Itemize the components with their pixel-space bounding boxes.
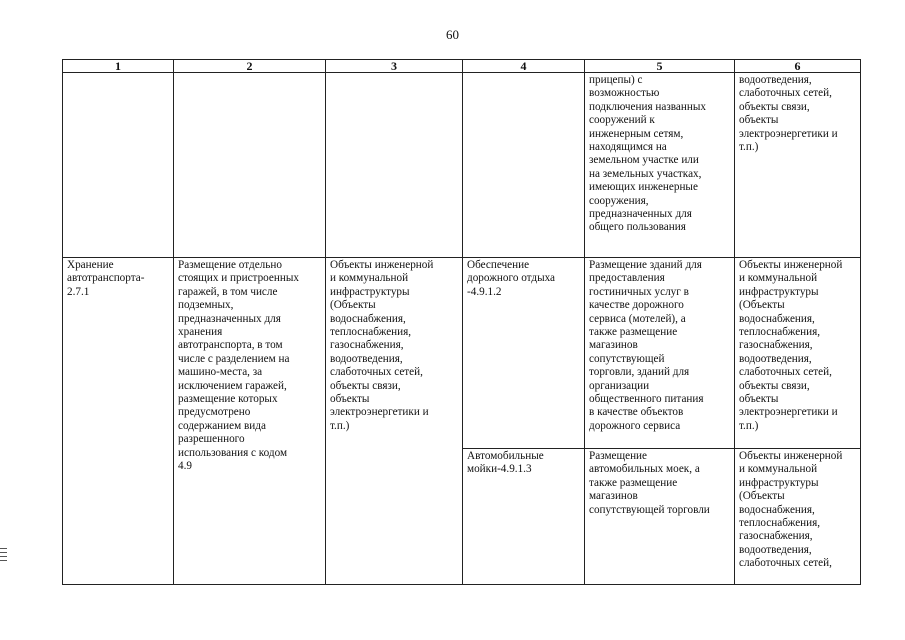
header-col-3: 3: [326, 60, 463, 73]
cell-auxiliary-objects: [326, 73, 463, 258]
cell-use-type: [63, 73, 174, 258]
cell-conditional-use: Автомобильные мойки-4.9.1.3: [463, 449, 585, 585]
cell-description: [174, 73, 326, 258]
table-row: [63, 73, 861, 258]
regulations-table: [62, 59, 861, 585]
cell-conditional-description: прицепы) с возможностью подключения названных сооружений к инженерным сетям, находящимся на земельном участке или на земельных участках, имеющих инженерные сооружения, предназначенных для общего пользования: [585, 73, 735, 258]
cell-auxiliary-objects: Объекты инженерной и коммунальной инфраструктуры (Объекты водоснабжения, теплоснабжения, газоснабжения, водоотведения, слаботочных сетей, объекты связи, объекты электроэнергетики и т.п.): [326, 258, 463, 585]
cell-conditional-use: [463, 73, 585, 258]
cell-use-type: Хранение автотранспорта- 2.7.1: [63, 258, 174, 585]
header-row: [63, 60, 861, 73]
header-col-4: 4: [463, 60, 585, 73]
cell-description: Размещение отдельно стоящих и пристроенных гаражей, в том числе подземных, предназначенных для хранения автотранспорта, в том числе с разделением на машино-места, за исключением гаражей, размещение которых предусмотрено содержанием вида разрешенного использования с кодом 4.9: [174, 258, 326, 585]
page-number: 60: [446, 27, 459, 42]
cell-conditional-objects: Объекты инженерной и коммунальной инфраструктуры (Объекты водоснабжения, теплоснабжения, газоснабжения, водоотведения, слаботочных сетей, объекты связи, объекты электроэнергетики и т.п.): [735, 258, 861, 449]
header-col-5: 5: [585, 60, 735, 73]
header-col-6: 6: [735, 60, 861, 73]
cell-conditional-description: Размещение автомобильных моек, а также размещение магазинов сопутствующей торговли: [585, 449, 735, 585]
cell-conditional-objects: водоотведения, слаботочных сетей, объекты связи, объекты электроэнергетики и т.п.): [735, 73, 861, 258]
header-col-2: 2: [174, 60, 326, 73]
binding-margin-marks: [0, 548, 8, 564]
table-row: [63, 258, 861, 449]
cell-conditional-description: Размещение зданий для предоставления гостиничных услуг в качестве дорожного сервиса (мотелей), а также размещение магазинов сопутствующей торговли, зданий для организации общественного питания в качестве объектов дорожного сервиса: [585, 258, 735, 449]
cell-conditional-use: Обеспечение дорожного отдыха -4.9.1.2: [463, 258, 585, 449]
cell-conditional-objects: Объекты инженерной и коммунальной инфраструктуры (Объекты водоснабжения, теплоснабжения, газоснабжения, водоотведения, слаботочных сетей,: [735, 449, 861, 585]
header-col-1: 1: [63, 60, 174, 73]
